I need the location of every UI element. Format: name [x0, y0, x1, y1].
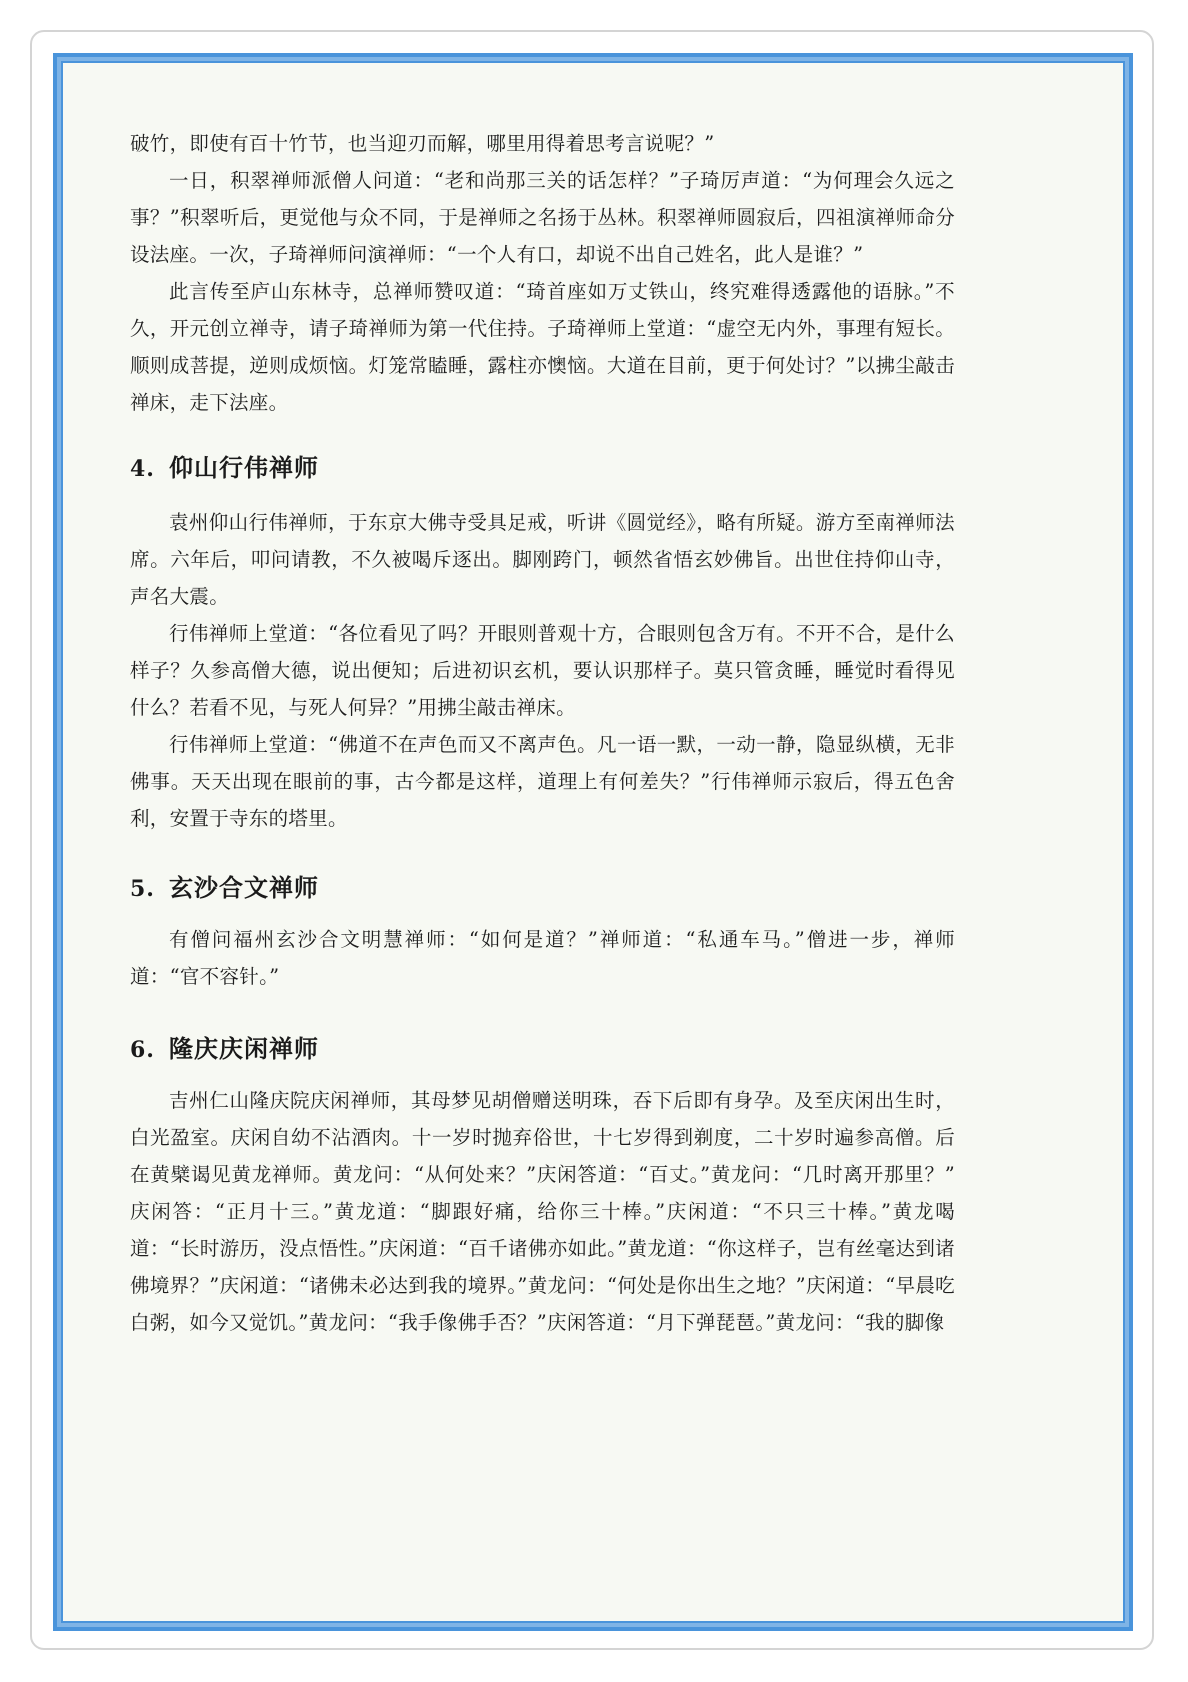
paragraph: 破竹，即使有百十竹节，也当迎刃而解，哪里用得着思考言说呢？”: [130, 132, 715, 155]
paragraph: 一日，积翠禅师派僧人问道：“老和尚那三关的话怎样？”子琦厉声道：“为何理会久远之事？”积翠听后，更觉他与众不同，于是禅师之名扬于丛林。积翠禅师圆寂后，四祖演禅师命分设法座。一次，子琦禅师问演禅师：“一个人有口，却说不出自己姓名，此人是谁？”: [130, 169, 955, 266]
paragraph: 吉州仁山隆庆院庆闲禅师，其母梦见胡僧赠送明珠，吞下后即有身孕。及至庆闲出生时，白光盈室。庆闲自幼不沾酒肉。十一岁时抛弃俗世，十七岁得到剃度，二十岁时遍参高僧。后在黄檗谒见黄龙禅师。黄龙问：“从何处来？”庆闲答道：“百丈。”黄龙问：“几时离开那里？” 庆闲答：“正月十三。”黄龙道：“脚跟好痛，给你三十棒。”庆闲道：“不只三十棒。”黄龙喝道：“长时游历，没点悟性。”庆闲道：“百千诸佛亦如此。”黄龙道：“你这样子，岂有丝毫达到诸佛境界？”庆闲道：“诸佛未必达到我的境界。”黄龙问：“何处是你出生之地？”庆闲道：“早晨吃白粥，如今又觉饥。”黄龙问：“我手像佛手否？”庆闲答道：“月下弹琵琶。”黄龙问：“我的脚像: [130, 1089, 955, 1334]
paragraph: 此言传至庐山东林寺，总禅师赞叹道：“琦首座如万丈铁山，终究难得透露他的语脉。”不久，开元创立禅寺，请子琦禅师为第一代住持。子琦禅师上堂道：“虚空无内外，事理有短长。顺则成菩提，逆则成烦恼。灯笼常瞌睡，露柱亦懊恼。大道在目前，更于何处讨？”以拂尘敲击禅床，走下法座。: [130, 280, 955, 414]
section-number: 6.: [130, 1037, 155, 1063]
section-title: 玄沙合文禅师: [168, 873, 319, 902]
section-title: 仰山行伟禅师: [168, 453, 319, 482]
page-content: [130, 125, 955, 1341]
section-heading-4: [130, 450, 955, 487]
paragraph: 行伟禅师上堂道：“佛道不在声色而又不离声色。凡一语一默，一动一静，隐显纵横，无非佛事。天天出现在眼前的事，古今都是这样，道理上有何差失？”行伟禅师示寂后，得五色舍利，安置于寺东的塔里。: [130, 733, 955, 830]
section-heading-6: [130, 1031, 955, 1068]
section-title: 隆庆庆闲禅师: [168, 1034, 319, 1063]
section-number: 5.: [130, 876, 155, 902]
section-heading-5: [130, 870, 955, 907]
paragraph: 有僧问福州玄沙合文明慧禅师：“如何是道？”禅师道：“私通车马。”僧进一步，禅师道：“官不容针。”: [130, 928, 955, 988]
section-number: 4.: [130, 456, 155, 482]
paragraph: 行伟禅师上堂道：“各位看见了吗？开眼则普观十方，合眼则包含万有。不开不合，是什么样子？久参高僧大德，说出便知；后进初识玄机，要认识那样子。莫只管贪睡，睡觉时看得见什么？若看不见，与死人何异？”用拂尘敲击禅床。: [130, 622, 955, 719]
paragraph: 袁州仰山行伟禅师，于东京大佛寺受具足戒，听讲《圆觉经》，略有所疑。游方至南禅师法席。六年后，叩问请教，不久被喝斥逐出。脚刚跨门，顿然省悟玄妙佛旨。出世住持仰山寺，声名大震。: [130, 511, 955, 608]
